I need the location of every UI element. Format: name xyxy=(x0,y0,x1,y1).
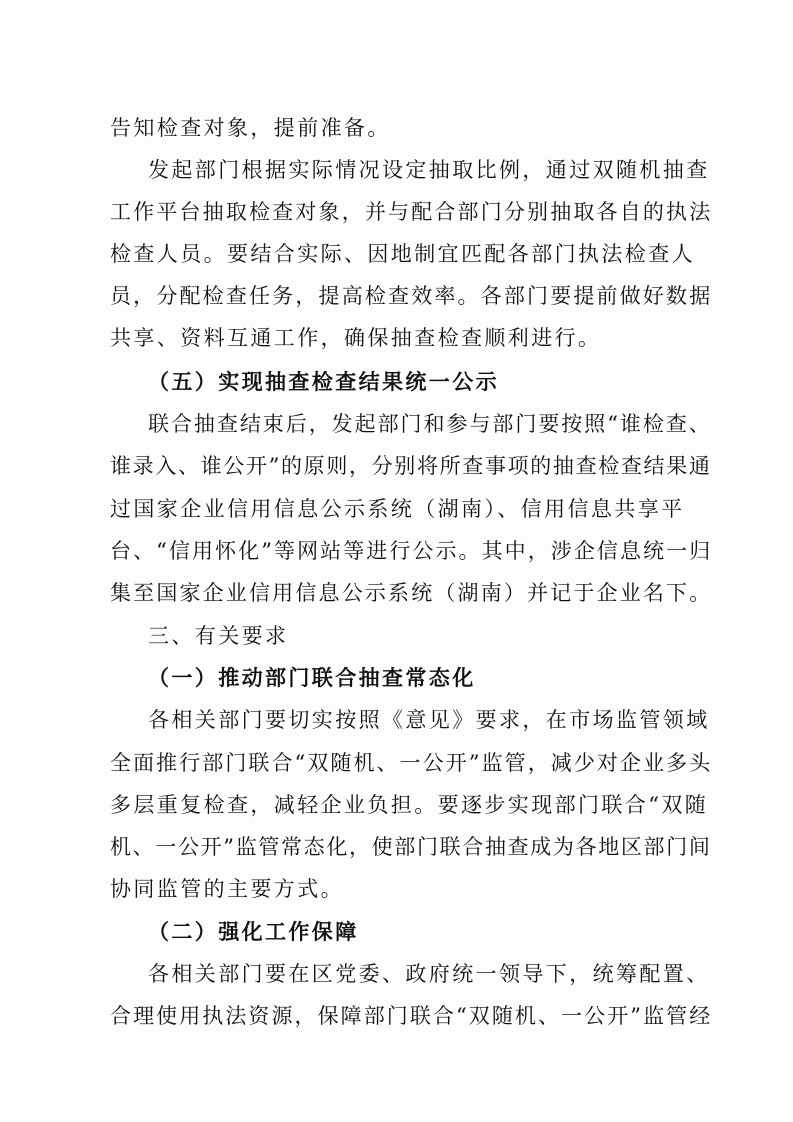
paragraph-first-line: 发起部门根据实际情况设定抽取比例，通过双随机抽查 xyxy=(148,158,710,182)
paragraph-first-line: 各相关部门要在区党委、政府统一领导下，统筹配置、 xyxy=(148,962,710,986)
body-text-line: 合理使用执法资源，保障部门联合“双随机、一公开”监管经 xyxy=(110,1004,713,1028)
body-text-line: 台、“信用怀化”等网站等进行公示。其中，涉企信息统一归 xyxy=(110,539,713,563)
body-text-line: 多层重复检查，减轻企业负担。要逐步实现部门联合“双随 xyxy=(110,793,709,817)
body-text-line: 谁录入、谁公开”的原则，分别将所查事项的抽查检查结果通 xyxy=(110,454,712,478)
body-text-line: 检查人员。要结合实际、因地制宜匹配各部门执法检查人 xyxy=(110,242,695,266)
subsection-heading: （二）强化工作保障 xyxy=(148,920,359,944)
body-text-line: 告知检查对象，提前准备。 xyxy=(110,116,391,140)
body-text-line: 机、一公开”监管常态化，使部门联合抽查成为各地区部门间 xyxy=(110,835,712,859)
body-text-line: 全面推行部门联合“双随机、一公开”监管，减少对企业多头 xyxy=(110,751,713,775)
body-text-line: 协同监管的主要方式。 xyxy=(110,877,344,901)
body-text-line: 集至国家企业信用信息公示系统（湖南）并记于企业名下。 xyxy=(110,581,713,605)
body-text-line: 员，分配检查任务，提高检查效率。各部门要提前做好数据 xyxy=(110,284,713,308)
paragraph-first-line: 各相关部门要切实按照《意见》要求，在市场监管领域 xyxy=(148,708,710,732)
subsection-heading: （一）推动部门联合抽查常态化 xyxy=(148,666,476,690)
paragraph-first-line: 联合抽查结束后，发起部门和参与部门要按照“谁检查、 xyxy=(148,412,712,436)
body-text-line: 工作平台抽取检查对象，并与配合部门分别抽取各自的执法 xyxy=(110,200,713,224)
section-heading: 三、有关要求 xyxy=(148,624,289,648)
body-text-line: 过国家企业信用信息公示系统（湖南）、信用信息共享平 xyxy=(110,497,685,521)
subsection-heading: （五）实现抽查检查结果统一公示 xyxy=(148,370,499,394)
body-text-line: 共享、资料互通工作，确保抽查检查顺利进行。 xyxy=(110,326,602,350)
